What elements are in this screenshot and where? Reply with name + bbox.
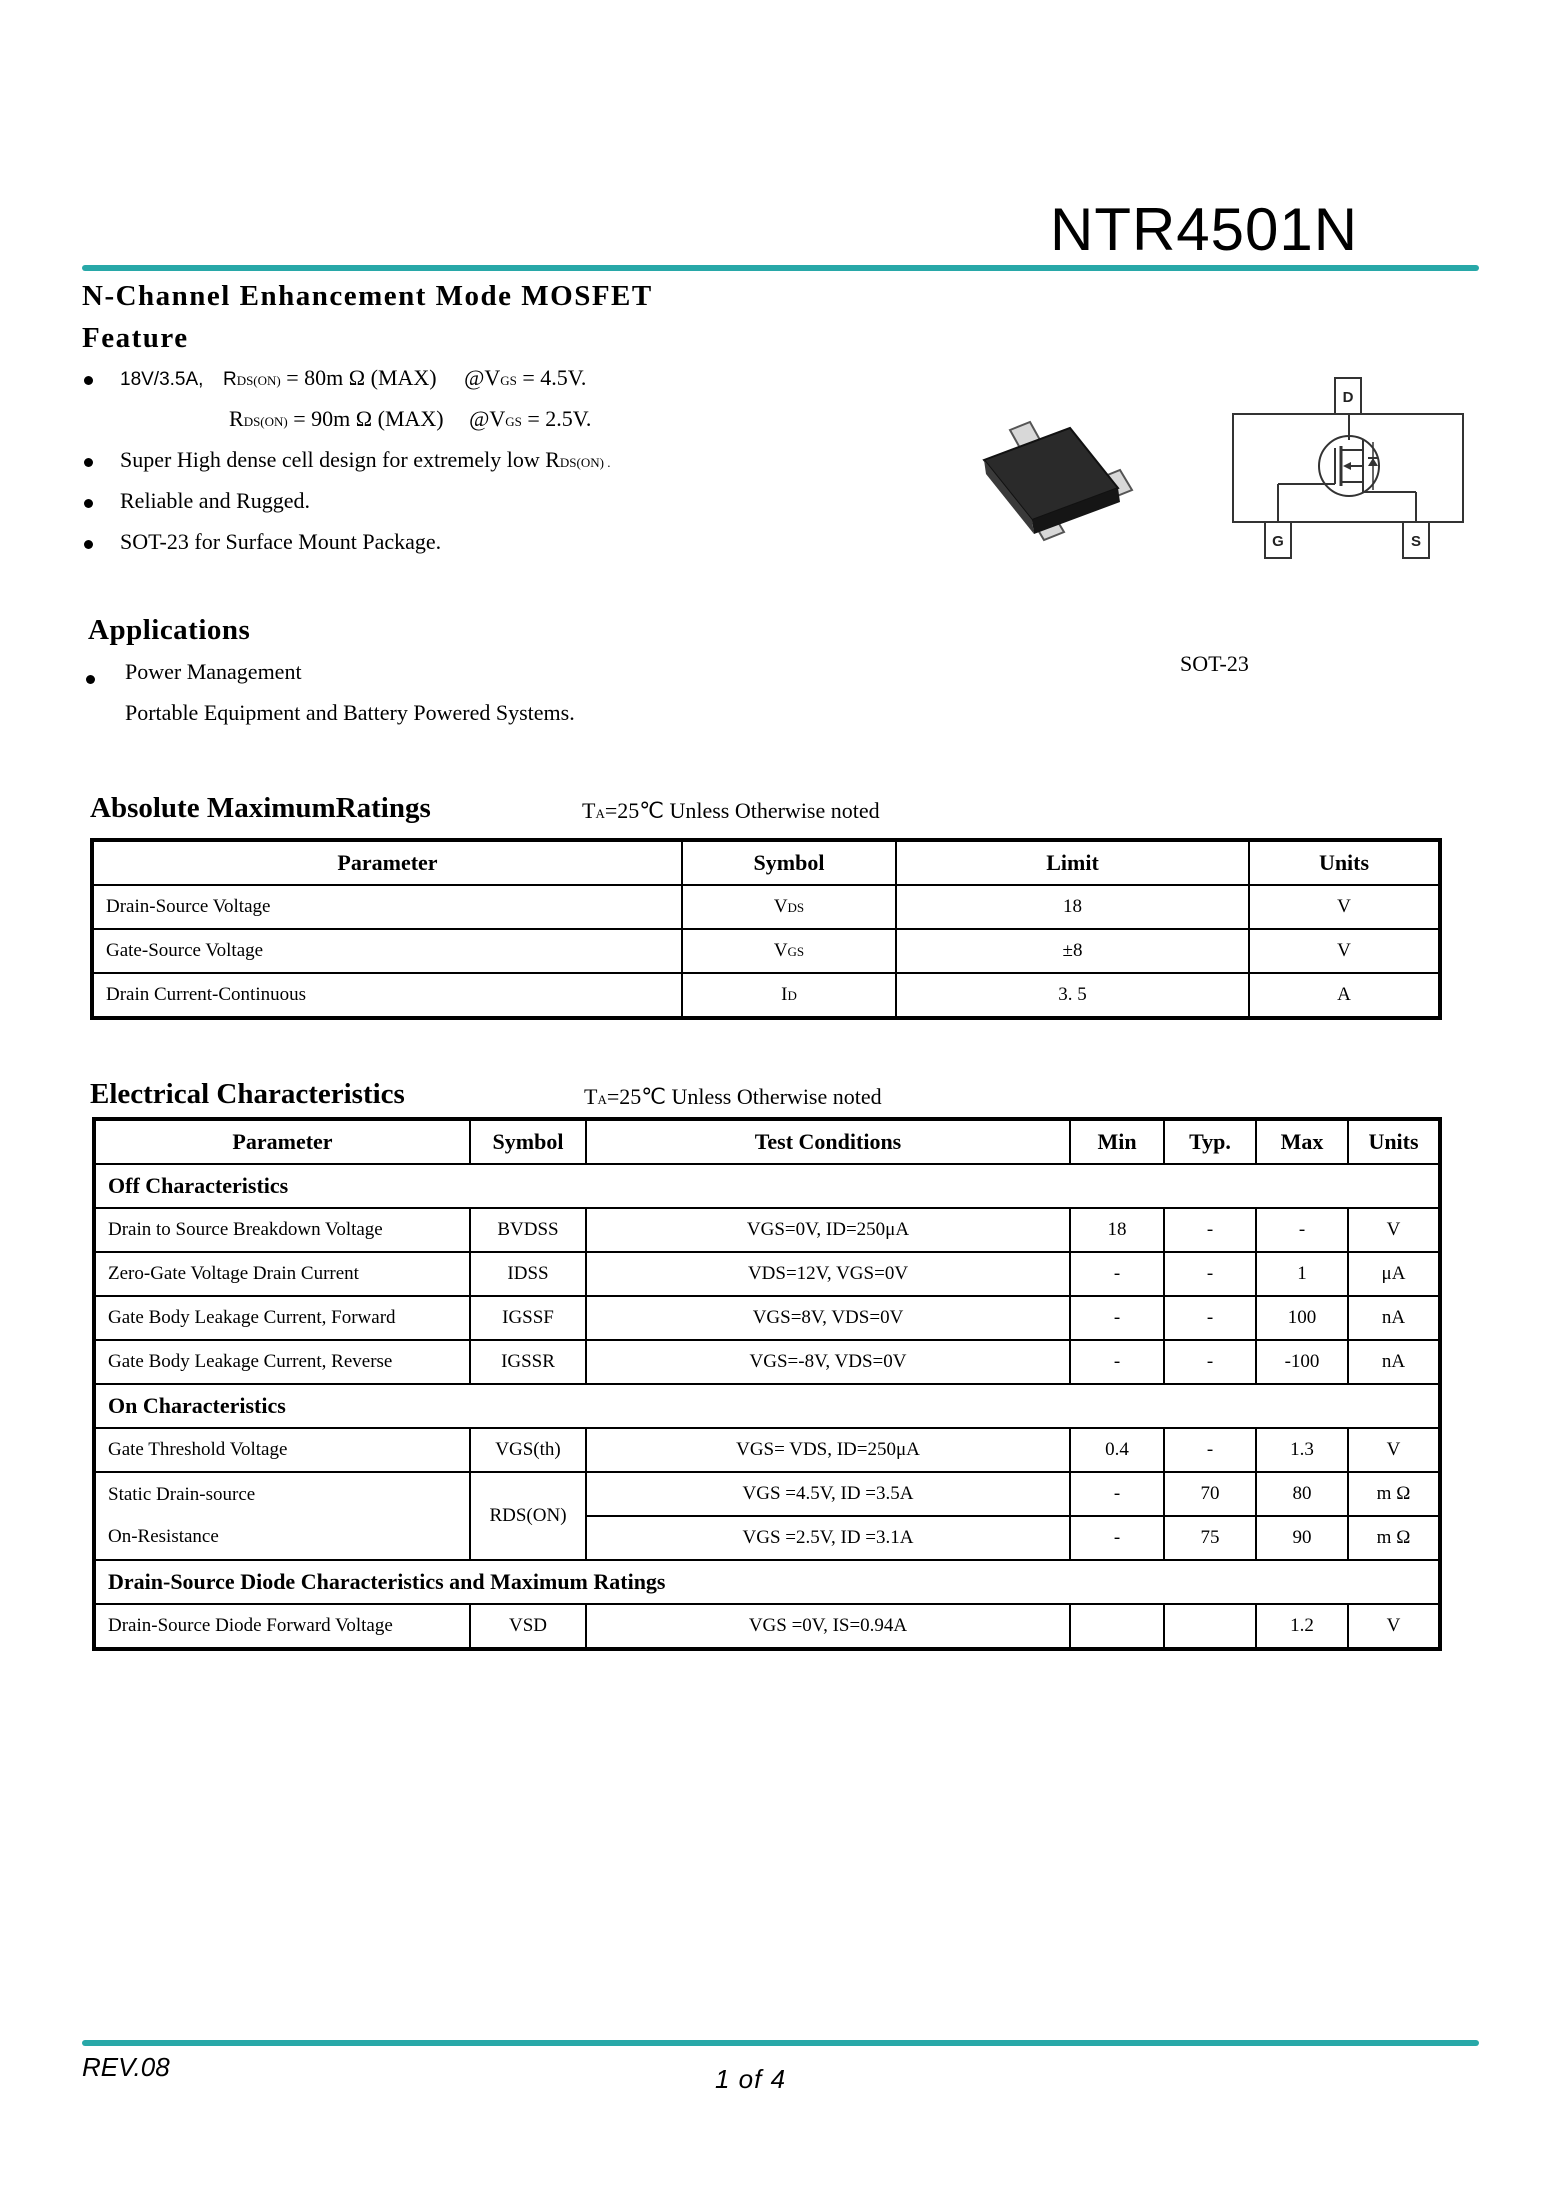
revision-label: REV.08 (82, 2052, 170, 2082)
condition-cell: VGS =4.5V, ID =3.5A (586, 1472, 1070, 1516)
symbol-cell: BVDSS (470, 1208, 586, 1252)
unit-cell: μA (1348, 1252, 1440, 1296)
max-cell: 1 (1256, 1252, 1348, 1296)
min-cell: - (1070, 1340, 1164, 1384)
max-cell: 100 (1256, 1296, 1348, 1340)
feature-line-2: RDS(ON) = 90m Ω (MAX) @VGS = 2.5V. (229, 406, 592, 431)
table-header-row (92, 840, 1440, 885)
bullet (86, 675, 95, 684)
column-header: Max (1256, 1119, 1348, 1164)
unit-cell: V (1249, 929, 1440, 973)
table-row (92, 885, 1440, 929)
symbol-cell: IGSSR (470, 1340, 586, 1384)
column-header: Parameter (92, 840, 682, 885)
typ-cell: 75 (1164, 1516, 1256, 1560)
unit-cell: V (1348, 1428, 1440, 1472)
symbol-cell: VSD (470, 1604, 586, 1649)
unit-cell: m Ω (1348, 1472, 1440, 1516)
column-header: Parameter (94, 1119, 470, 1164)
pin-label-g: G (1272, 533, 1284, 550)
table-header-row (94, 1119, 1440, 1164)
param-cell: Gate-Source Voltage (92, 929, 682, 973)
table-row (94, 1296, 1440, 1340)
symbol-cell: IGSSF (470, 1296, 586, 1340)
feature-line-1: 18V/3.5A, RDS(ON) = 80m Ω (MAX) @VGS = 4.5V. (120, 365, 587, 390)
symbol-cell: IDSS (470, 1252, 586, 1296)
feature-heading: Feature (82, 322, 189, 354)
column-header: Min (1070, 1119, 1164, 1164)
param-cell: Drain-Source Diode Forward Voltage (94, 1604, 470, 1649)
device-type-heading: N-Channel Enhancement Mode MOSFET (82, 280, 653, 312)
column-header: Test Conditions (586, 1119, 1070, 1164)
feature-line-4: Reliable and Rugged. (120, 488, 311, 513)
pin-label-d: D (1342, 389, 1354, 406)
symbol-cell: RDS(ON) (470, 1472, 586, 1560)
param-cell: Gate Body Leakage Current, Reverse (94, 1340, 470, 1384)
footer-rule (82, 2040, 1479, 2046)
sot23-package-image (970, 410, 1150, 560)
table-row (94, 1604, 1440, 1649)
symbol-cell: VDS (682, 885, 896, 929)
min-cell: 0.4 (1070, 1428, 1164, 1472)
abs-max-note: TA=25℃ Unless Otherwise noted (582, 798, 880, 823)
column-header: Typ. (1164, 1119, 1256, 1164)
typ-cell: - (1164, 1428, 1256, 1472)
typ-cell: - (1164, 1208, 1256, 1252)
unit-cell: A (1249, 973, 1440, 1018)
condition-cell: VGS =0V, IS=0.94A (586, 1604, 1070, 1649)
table-row (94, 1472, 1440, 1516)
param-cell: Gate Body Leakage Current, Forward (94, 1296, 470, 1340)
bullet (84, 376, 93, 385)
category-row (94, 1384, 1440, 1428)
min-cell (1070, 1604, 1164, 1649)
package-label: SOT-23 (1180, 651, 1249, 676)
max-cell: -100 (1256, 1340, 1348, 1384)
unit-cell: V (1348, 1208, 1440, 1252)
table-row (92, 973, 1440, 1018)
table-row (94, 1208, 1440, 1252)
table-row (94, 1340, 1440, 1384)
pinout-schematic (1225, 370, 1475, 570)
unit-cell: nA (1348, 1340, 1440, 1384)
column-header: Limit (896, 840, 1249, 885)
typ-cell (1164, 1604, 1256, 1649)
condition-cell: VGS=0V, ID=250μA (586, 1208, 1070, 1252)
typ-cell: - (1164, 1252, 1256, 1296)
feature-line-5: SOT-23 for Surface Mount Package. (120, 529, 442, 554)
unit-cell: nA (1348, 1296, 1440, 1340)
condition-cell: VGS=8V, VDS=0V (586, 1296, 1070, 1340)
table-row (92, 929, 1440, 973)
max-cell: - (1256, 1208, 1348, 1252)
min-cell: - (1070, 1296, 1164, 1340)
column-header: Symbol (682, 840, 896, 885)
min-cell: 18 (1070, 1208, 1164, 1252)
bullet (84, 458, 93, 467)
min-cell: - (1070, 1472, 1164, 1516)
max-cell: 1.3 (1256, 1428, 1348, 1472)
typ-cell: - (1164, 1296, 1256, 1340)
limit-cell: 18 (896, 885, 1249, 929)
application-item: Power Management (125, 659, 302, 684)
table-row (94, 1252, 1440, 1296)
column-header: Units (1348, 1119, 1440, 1164)
symbol-cell: ID (682, 973, 896, 1018)
unit-cell: m Ω (1348, 1516, 1440, 1560)
condition-cell: VGS=-8V, VDS=0V (586, 1340, 1070, 1384)
header-rule (82, 265, 1479, 271)
bullet (84, 499, 93, 508)
symbol-cell: VGS (682, 929, 896, 973)
param-cell: Gate Threshold Voltage (94, 1428, 470, 1472)
condition-cell: VGS =2.5V, ID =3.1A (586, 1516, 1070, 1560)
typ-cell: - (1164, 1340, 1256, 1384)
category-row (94, 1164, 1440, 1208)
part-number-title: NTR4501N (1050, 196, 1359, 263)
condition-cell: VDS=12V, VGS=0V (586, 1252, 1070, 1296)
elec-note: TA=25℃ Unless Otherwise noted (584, 1084, 882, 1109)
table-row (94, 1428, 1440, 1472)
symbol-cell: VGS(th) (470, 1428, 586, 1472)
category-row (94, 1560, 1440, 1604)
param-cell: Static Drain-source On-Resistance (94, 1472, 470, 1560)
min-cell: - (1070, 1252, 1164, 1296)
pin-label-s: S (1410, 533, 1422, 550)
abs-max-table (90, 838, 1442, 1020)
applications-heading: Applications (88, 614, 251, 646)
category-label: Drain-Source Diode Characteristics and Maximum Ratings (94, 1560, 1440, 1604)
feature-line-3: Super High dense cell design for extremely low RDS(ON) . (120, 447, 611, 472)
limit-cell: ±8 (896, 929, 1249, 973)
min-cell: - (1070, 1516, 1164, 1560)
column-header: Units (1249, 840, 1440, 885)
limit-cell: 3. 5 (896, 973, 1249, 1018)
page-number: 1 of 4 (715, 2064, 787, 2094)
abs-max-heading: Absolute MaximumRatings (90, 792, 431, 824)
application-item: Portable Equipment and Battery Powered Systems. (125, 700, 575, 725)
unit-cell: V (1348, 1604, 1440, 1649)
param-cell: Drain-Source Voltage (92, 885, 682, 929)
category-label: On Characteristics (94, 1384, 1440, 1428)
elec-table (92, 1117, 1442, 1651)
category-label: Off Characteristics (94, 1164, 1440, 1208)
max-cell: 90 (1256, 1516, 1348, 1560)
bullet (84, 540, 93, 549)
param-cell: Drain Current-Continuous (92, 973, 682, 1018)
column-header: Symbol (470, 1119, 586, 1164)
max-cell: 80 (1256, 1472, 1348, 1516)
param-cell: Drain to Source Breakdown Voltage (94, 1208, 470, 1252)
condition-cell: VGS= VDS, ID=250μA (586, 1428, 1070, 1472)
unit-cell: V (1249, 885, 1440, 929)
elec-heading: Electrical Characteristics (90, 1078, 405, 1110)
param-cell: Zero-Gate Voltage Drain Current (94, 1252, 470, 1296)
max-cell: 1.2 (1256, 1604, 1348, 1649)
typ-cell: 70 (1164, 1472, 1256, 1516)
